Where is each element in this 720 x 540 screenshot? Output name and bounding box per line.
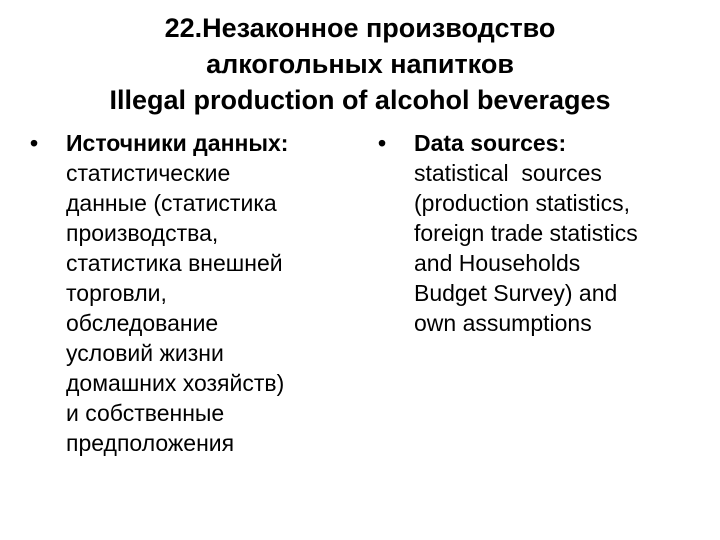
title-line-ru-1: 22.Незаконное производство <box>164 13 556 43</box>
title-line-en: Illegal production of alcohol beverages <box>109 85 611 115</box>
right-line: Budget Survey) and <box>414 280 618 306</box>
title-line-ru-2: алкогольных напитков <box>206 49 514 79</box>
right-line: and Households <box>414 250 581 276</box>
right-column <box>378 128 708 338</box>
right-line: foreign trade statistics <box>414 220 638 246</box>
left-column <box>30 128 360 458</box>
right-line: own assumptions <box>414 310 592 336</box>
left-bullet-item <box>30 128 360 458</box>
left-bullet-text <box>66 128 360 458</box>
left-line: домашних хозяйств) <box>66 370 285 396</box>
left-line: статистика внешней <box>66 250 283 276</box>
bullet-icon: • <box>378 130 387 156</box>
left-line: статистические <box>66 160 231 186</box>
left-line: условий жизни <box>66 340 224 366</box>
left-line: предположения <box>66 430 235 456</box>
right-line: (production statistics, <box>414 190 631 216</box>
right-line: statistical sources <box>414 160 602 186</box>
right-bullet-item <box>378 128 708 338</box>
left-heading: Источники данных: <box>66 130 289 156</box>
bullet-icon: • <box>30 130 39 156</box>
right-heading: Data sources: <box>414 130 567 156</box>
left-line: торговли, <box>66 280 167 306</box>
left-line: обследование <box>66 310 219 336</box>
right-bullet-text <box>414 128 708 338</box>
left-line: данные (статистика <box>66 190 277 216</box>
slide-title <box>0 10 720 118</box>
left-line: производства, <box>66 220 219 246</box>
left-line: и собственные <box>66 400 225 426</box>
